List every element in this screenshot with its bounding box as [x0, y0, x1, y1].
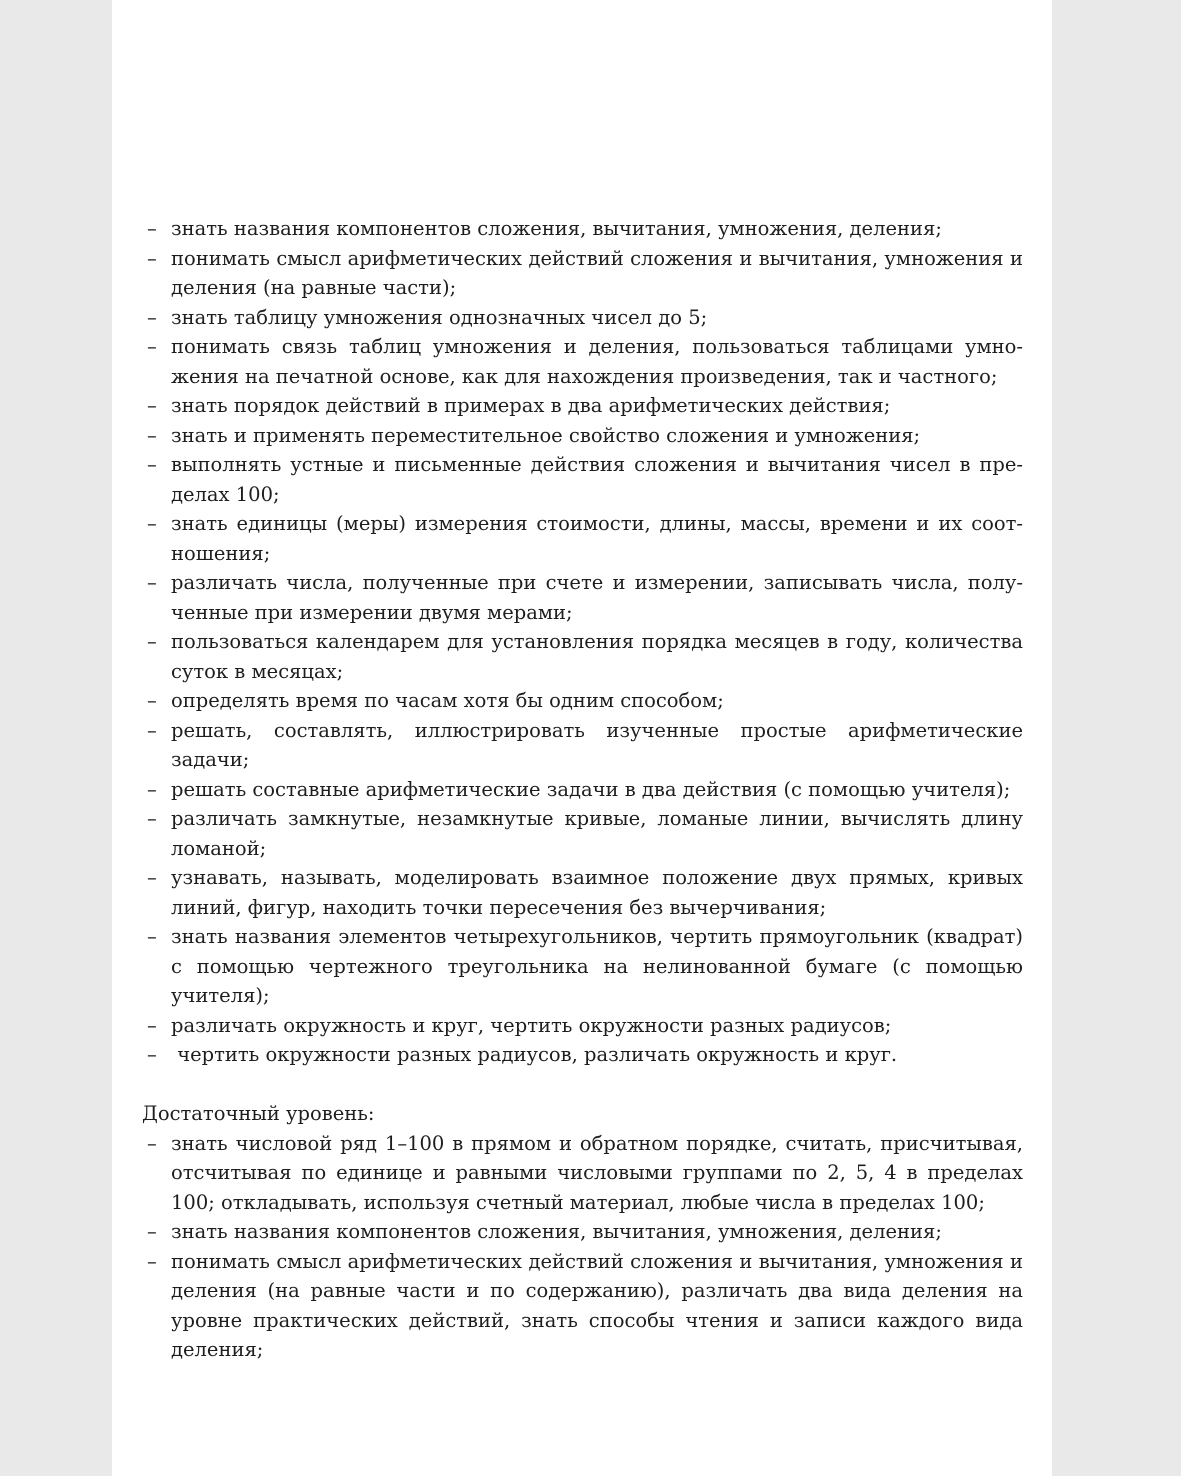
bullet-dash: –	[147, 217, 157, 240]
bullet-dash: –	[147, 335, 157, 358]
basic-level-list	[142, 214, 1023, 1070]
list-item	[142, 1011, 1023, 1041]
bullet-dash: –	[147, 630, 157, 653]
list-item-text: чертить окружности разных радиусов, различать окружность и круг.	[171, 1043, 898, 1066]
list-item	[142, 1247, 1023, 1365]
list-item-text: понимать смысл арифметических действий сложения и вычитания, умножения и деления (на равные части);	[171, 246, 1023, 299]
list-item	[142, 244, 1023, 303]
bullet-dash: –	[147, 1131, 157, 1155]
list-item-text: знать порядок действий в примерах в два арифметических действия;	[171, 394, 891, 417]
bullet-dash: –	[147, 1043, 157, 1066]
bullet-dash: –	[147, 807, 157, 830]
list-item-text: знать названия элементов четырехугольников, чертить прямоугольник (квадрат) с помощью чертежного треугольника на нелинованной бумаге (с помощью учителя);	[171, 925, 1023, 1007]
list-item-text: знать и применять переместительное свойство сложения и умножения;	[171, 423, 921, 447]
list-item-text: решать, составлять, иллюстрировать изученные простые арифметические задачи;	[171, 718, 1023, 771]
list-item-text: знать названия компонентов сложения, вычитания, умножения, деления;	[171, 1220, 942, 1243]
list-item-text: знать таблицу умножения однозначных чисел до 5;	[171, 305, 708, 329]
list-item-text: знать единицы (меры) измерения стоимости, длины, массы, времени и их соотношения;	[171, 512, 1023, 565]
bullet-dash: –	[147, 1013, 157, 1037]
list-item-text: выполнять устные и письменные действия сложения и вычитания чисел в пределах 100;	[171, 453, 1023, 506]
bullet-dash: –	[147, 1220, 157, 1243]
bullet-dash: –	[147, 394, 157, 417]
document-page	[112, 0, 1052, 1476]
list-item	[142, 391, 1023, 421]
list-item	[142, 450, 1023, 509]
page-content	[142, 214, 1023, 1365]
list-item	[142, 686, 1023, 716]
list-item	[142, 509, 1023, 568]
list-item-text: понимать смысл арифметических действий сложения и вычитания, умножения и деления (на равные части и по содержанию), различать два вида деления на уровне практических действий, знать способы чтения и записи каждого вида деления;	[171, 1249, 1023, 1361]
list-item	[142, 303, 1023, 333]
list-item-text: различать замкнутые, незамкнутые кривые, ломаные линии, вычислять длину ломаной;	[171, 807, 1023, 860]
list-item	[142, 863, 1023, 922]
bullet-dash: –	[147, 571, 157, 594]
bullet-dash: –	[147, 1249, 157, 1273]
bullet-dash: –	[147, 866, 157, 889]
list-item	[142, 1129, 1023, 1218]
list-item	[142, 1217, 1023, 1247]
list-item	[142, 568, 1023, 627]
bullet-dash: –	[147, 512, 157, 535]
list-item	[142, 214, 1023, 244]
list-item-text: различать окружность и круг, чертить окружности разных радиусов;	[171, 1013, 892, 1037]
bullet-dash: –	[147, 777, 157, 801]
bullet-dash: –	[147, 925, 157, 948]
list-item	[142, 332, 1023, 391]
bullet-dash: –	[147, 718, 157, 742]
bullet-dash: –	[147, 305, 157, 329]
list-item-text: узнавать, называть, моделировать взаимное положение двух прямых, кривых линий, фигур, находить точки пересечения без вычерчивания;	[171, 866, 1023, 919]
list-item	[142, 804, 1023, 863]
list-item	[142, 716, 1023, 775]
bullet-dash: –	[147, 423, 157, 447]
bullet-dash: –	[147, 453, 157, 476]
bullet-dash: –	[147, 689, 157, 712]
list-item-text: знать числовой ряд 1–100 в прямом и обратном порядке, считать, присчитывая, отсчитывая по единице и равными числовыми группами по 2, 5, 4 в пределах 100; откладывать, используя счетный материал, любые числа в пределах 100;	[171, 1131, 1023, 1214]
list-item-text: знать названия компонентов сложения, вычитания, умножения, деления;	[171, 217, 942, 240]
bullet-dash: –	[147, 246, 157, 270]
list-item-text: пользоваться календарем для установления порядка месяцев в году, количества суток в месяцах;	[171, 630, 1023, 683]
list-item	[142, 421, 1023, 451]
list-item-text: решать составные арифметические задачи в два действия (с помощью учителя);	[171, 777, 1011, 801]
list-item	[142, 922, 1023, 1011]
list-item	[142, 775, 1023, 805]
list-item	[142, 1040, 1023, 1070]
sufficient-level-list	[142, 1129, 1023, 1365]
list-item-text: понимать связь таблиц умножения и деления, пользоваться таблицами умножения на печатной основе, как для нахождения произведения, так и частного;	[171, 335, 1023, 388]
list-item-text: определять время по часам хотя бы одним способом;	[171, 689, 724, 712]
list-item-text: различать числа, полученные при счете и измерении, записывать числа, полученные при измерении двумя мерами;	[171, 571, 1023, 624]
section-title: Достаточный уровень:	[142, 1102, 375, 1125]
list-item	[142, 627, 1023, 686]
